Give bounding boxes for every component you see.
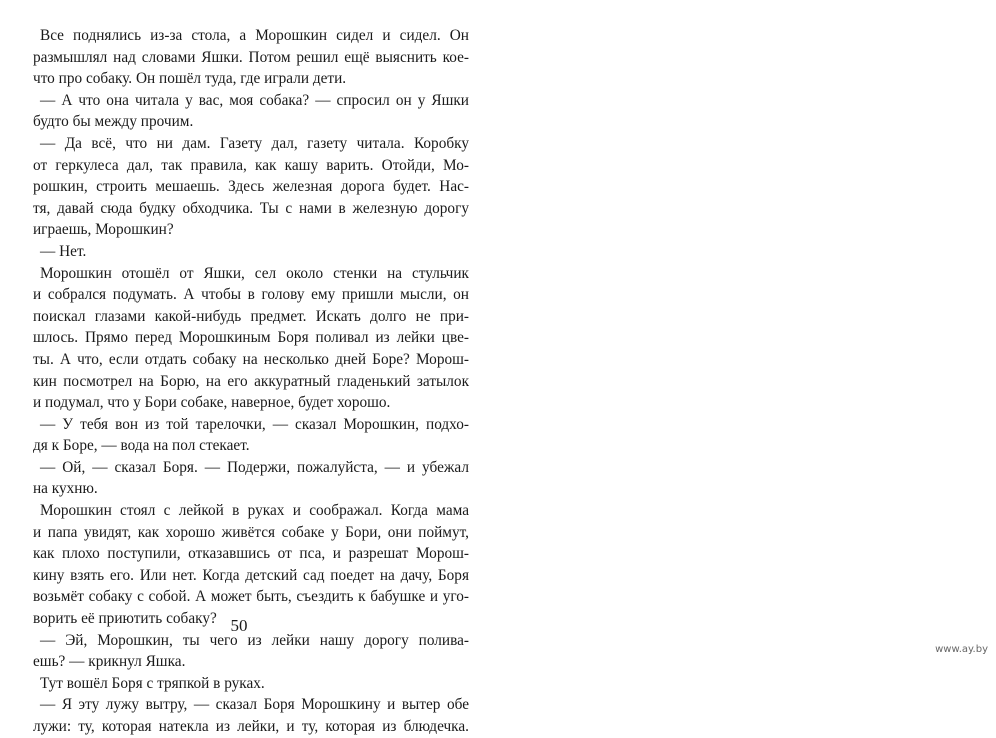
text-line: Морошкин отошёл от Яшки, сел около стенки на стульчик: [40, 264, 469, 282]
left-page: [0, 0, 498, 735]
watermark: www.ay.by: [935, 644, 988, 655]
text-line: и подумал, что у Бори собаке, наверное, будет хорошо.: [33, 394, 391, 412]
text-line: Морошкин стоял с лейкой в руках и соображал. Когда мама: [40, 502, 469, 520]
text-line: — У тебя вон из той тарелочки, — сказал Морошкин, подхо-: [40, 415, 469, 433]
text-line: Все поднялись из-за стола, а Морошкин сидел и сидел. Он: [40, 27, 469, 44]
text-line: ворить её приютить собаку?: [33, 610, 217, 628]
text-line: на кухню.: [33, 480, 98, 498]
text-line: что про собаку. Он пошёл туда, где играли дети.: [33, 70, 347, 88]
text-line: поискал глазами какой-нибудь предмет. Искать долго не при-: [33, 307, 469, 325]
text-line: дя к Боре, — вода на пол стекает.: [33, 437, 250, 455]
text-line: — Эй, Морошкин, ты чего из лейки нашу дорогу полива-: [40, 631, 469, 649]
text-line: как плохо поступили, отказавшись от пса, и разрешат Морош-: [33, 545, 469, 563]
text-line: — Нет.: [40, 242, 87, 260]
text-line: от геркулеса дал, так правила, как кашу варить. Отойди, Мо-: [33, 156, 469, 174]
text-line: играешь, Морошкин?: [33, 221, 174, 239]
text-line: возьмёт собаку с собой. А может быть, съездить к бабушке и уго-: [33, 588, 469, 606]
text-line: лужи: ту, которая натекла из лейки, и ту, которая из блюдечка.: [33, 718, 469, 735]
text-line: — Ой, — сказал Боря. — Подержи, пожалуйста, — и убежал: [40, 458, 469, 476]
text-line: ты. А что, если отдать собаку на несколько дней Боре? Морош-: [33, 350, 469, 368]
text-line: размышлял над словами Яшки. Потом решил ещё выяснить кое-: [33, 48, 469, 66]
text-line: Тут вошёл Боря с тряпкой в руках.: [40, 674, 265, 692]
text-line: кину взять его. Или нет. Когда детский сад поедет на дачу, Боря: [33, 566, 469, 584]
text-line: рошкин, строить мешаешь. Здесь железная дорога будет. Нас-: [33, 178, 469, 196]
text-line: — Я эту лужу вытру, — сказал Боря Морошкину и вытер обе: [40, 696, 469, 714]
text-line: тя, давай сюда будку обходчика. Ты с нами в железную дорогу: [33, 199, 469, 217]
text-line: ешь? — крикнул Яшка.: [33, 653, 186, 671]
text-line: и собрался подумать. А чтобы в голову ему пришли мысли, он: [33, 286, 469, 304]
text-line: кин посмотрел на Борю, на его аккуратный гладенький затылок: [33, 372, 469, 390]
right-page: [498, 0, 996, 659]
text-line: — А что она читала у вас, моя собака? — спросил он у Яшки: [40, 91, 469, 109]
text-line: и папа увидят, как хорошо живётся собаке у Бори, они поймут,: [33, 523, 469, 541]
text-line: будто бы между прочим.: [33, 113, 194, 131]
text-line: — Да всё, что ни дам. Газету дал, газету читала. Коробку: [40, 134, 469, 152]
page-number: 50: [230, 616, 248, 635]
text-line: шлось. Прямо перед Морошкиным Боря поливал из лейки цве-: [33, 329, 469, 347]
